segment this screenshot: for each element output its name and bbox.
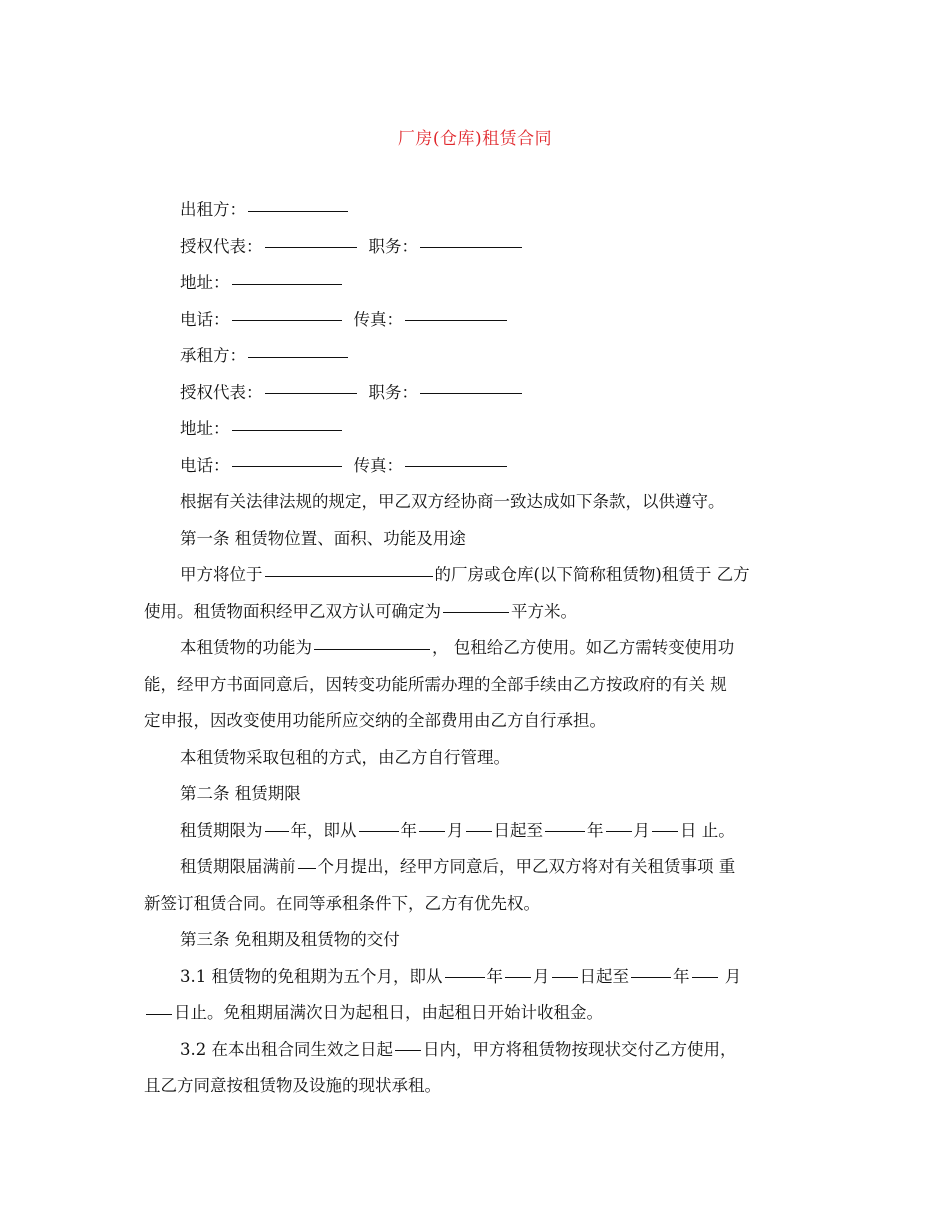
phone-label: 电话： (180, 309, 230, 329)
fax-label: 传真： (353, 309, 403, 329)
address-label: 地址： (180, 419, 230, 438)
end-year-blank (545, 830, 585, 832)
article2-para1 (144, 813, 804, 850)
position-blank (420, 246, 522, 248)
text-span: 年 (587, 820, 604, 840)
auth-rep-label: 授权代表： (180, 382, 263, 402)
article1-para2-line1 (144, 630, 804, 667)
text-span: 月 (533, 966, 550, 986)
text-span: 年 (673, 966, 690, 986)
text-span: 日止。免租期届满次日为起租日，由起租日开始计收租金。 (174, 1003, 603, 1022)
free-start-month-blank (505, 976, 531, 978)
lessee-address-line (144, 411, 804, 448)
text-span: 日起至 (579, 966, 629, 986)
article3-1-line2 (144, 995, 804, 1032)
article2-heading: 第二条 租赁期限 (180, 784, 301, 803)
fax-label: 传真： (353, 455, 403, 475)
article1-para2-line2: 能，经甲方书面同意后，因转变功能所需办理的全部手续由乙方按政府的有关 规 (144, 674, 727, 694)
text-span: 年 (400, 820, 417, 840)
text-span: 本租赁物的功能为 (180, 638, 312, 657)
free-end-year-blank (631, 976, 671, 978)
lessor-line (144, 192, 804, 229)
lessor-rep-line (144, 229, 804, 266)
text-span: 的厂房或仓库(以下简称租赁物)租赁于 乙方 (434, 565, 750, 584)
document-body (144, 192, 804, 1105)
auth-rep-label: 授权代表： (180, 236, 263, 256)
end-month-blank (606, 830, 632, 832)
lessee-blank (248, 356, 348, 358)
fax-blank (405, 465, 507, 467)
text-span: 租赁期限为 (180, 820, 263, 840)
months-blank (298, 867, 316, 869)
article1-para1-line2 (144, 594, 804, 631)
free-start-day-blank (552, 976, 578, 978)
free-end-day-blank (146, 1013, 172, 1015)
text-span: 月 (719, 966, 742, 986)
lessor-blank (248, 210, 348, 212)
text-span: 租赁期限届满前 (180, 857, 296, 876)
preamble: 根据有关法律法规的规定，甲乙双方经协商一致达成如下条款，以供遵守。 (180, 492, 725, 511)
text-span: 年，即从 (290, 820, 357, 840)
text-span: 日 止。 (680, 820, 735, 840)
article2-para2-line1 (144, 849, 804, 886)
start-year-blank (359, 830, 399, 832)
auth-rep-blank (265, 392, 357, 394)
free-start-year-blank (445, 976, 485, 978)
free-end-month-blank (692, 976, 718, 978)
address-blank (232, 429, 342, 431)
lessee-line (144, 338, 804, 375)
function-blank (314, 648, 430, 650)
text-span: 年 (486, 966, 503, 986)
start-month-blank (419, 830, 445, 832)
end-day-blank (652, 830, 678, 832)
years-blank (265, 830, 289, 832)
text-span: 日内，甲方将租赁物按现状交付乙方使用， (423, 1039, 737, 1059)
location-blank (265, 575, 433, 577)
fax-blank (405, 319, 507, 321)
position-blank (420, 392, 522, 394)
article1-para3: 本租赁物采取包租的方式，由乙方自行管理。 (180, 747, 510, 767)
text-span: 3.1 租赁物的免租期为五个月，即从 (180, 966, 443, 986)
text-span: 平方米。 (511, 601, 577, 621)
auth-rep-blank (265, 246, 357, 248)
text-span: 使用。租赁物面积经甲乙双方认可确定为 (144, 601, 441, 621)
lessee-rep-line (144, 375, 804, 412)
article1-heading: 第一条 租赁物位置、面积、功能及用途 (180, 528, 466, 548)
lessee-phone-line (144, 448, 804, 485)
phone-label: 电话： (180, 455, 230, 475)
start-day-blank (466, 830, 492, 832)
text-span: 甲方将位于 (180, 565, 263, 584)
position-label: 职务： (368, 236, 418, 256)
document-title: 厂房(仓库)租赁合同 (397, 129, 553, 149)
article3-2-line2: 且乙方同意按租赁物及设施的现状承租。 (144, 1076, 441, 1095)
lessor-address-line (144, 265, 804, 302)
lessor-phone-line (144, 302, 804, 339)
area-blank (443, 611, 509, 613)
lessor-label: 出租方： (180, 200, 246, 219)
text-span: 月 (447, 820, 464, 840)
address-label: 地址： (180, 273, 230, 292)
article3-heading: 第三条 免租期及租赁物的交付 (180, 930, 400, 949)
text-span: 个月提出，经甲方同意后，甲乙双方将对有关租赁事项 重 (317, 857, 736, 876)
article1-para1-line1 (144, 557, 804, 594)
text-span: 3.2 在本出租合同生效之日起 (180, 1039, 393, 1059)
text-span: 日起至 (493, 820, 543, 840)
article3-1-line1 (144, 959, 804, 996)
text-span: ， 包租给乙方使用。如乙方需转变使用功 (432, 638, 735, 657)
delivery-days-blank (395, 1049, 421, 1051)
article1-para2-line3: 定申报，因改变使用功能所应交纳的全部费用由乙方自行承担。 (144, 711, 606, 730)
lessee-label: 承租方： (180, 346, 246, 365)
article3-2-line1 (144, 1032, 804, 1069)
text-span: 月 (633, 820, 650, 840)
position-label: 职务： (368, 382, 418, 402)
article2-para2-line2: 新签订租赁合同。在同等承租条件下，乙方有优先权。 (144, 893, 540, 913)
phone-blank (232, 465, 342, 467)
address-blank (232, 283, 342, 285)
phone-blank (232, 319, 342, 321)
